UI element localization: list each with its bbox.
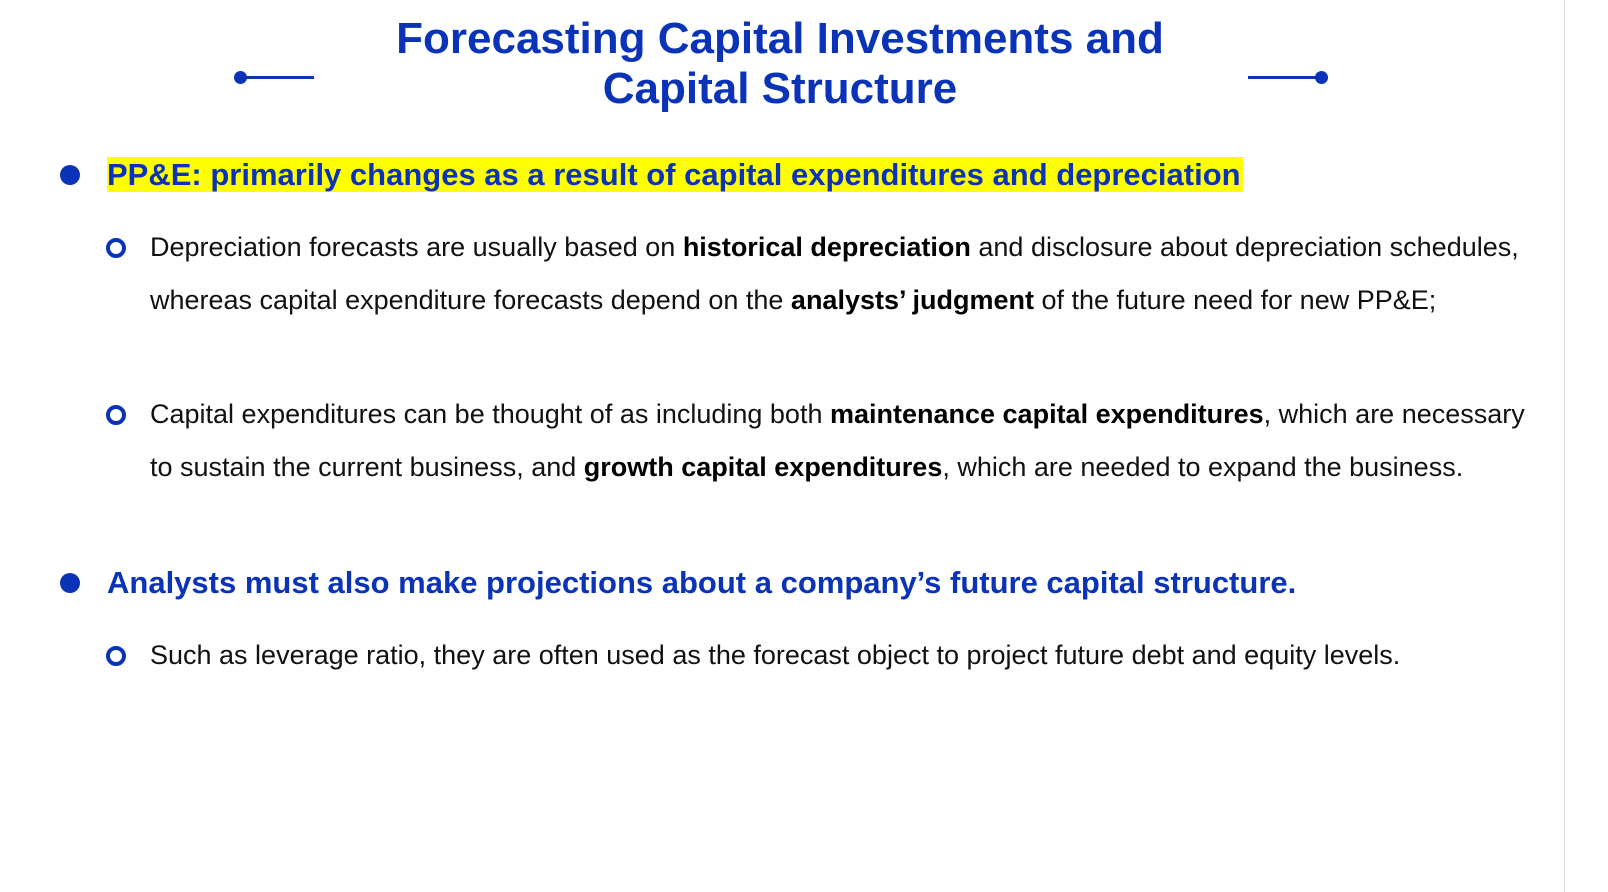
sub-bullet-text: Capital expenditures can be thought of as including both xyxy=(150,399,830,429)
sub-bullet-depreciation xyxy=(150,221,1530,327)
sub-bullet-text: Depreciation forecasts are usually based on xyxy=(150,232,683,262)
title-decoration-left xyxy=(238,76,314,79)
bold-term: analysts’ judgment xyxy=(790,285,1034,315)
sub-bullet-text: , which are needed to expand the business. xyxy=(942,452,1464,482)
sub-bullet-leverage xyxy=(150,629,1530,682)
slide-title-line-1: Forecasting Capital Investments and xyxy=(396,14,1164,63)
slide-title xyxy=(0,14,1560,114)
sub-bullet-capex xyxy=(150,388,1530,494)
ring-bullet-icon xyxy=(106,238,126,258)
bold-term: historical depreciation xyxy=(682,232,971,262)
sub-bullet-text: and disclosure about depreciation schedules, whereas capital expenditure forecasts depend on the xyxy=(150,232,1519,315)
title-decoration-right xyxy=(1248,76,1324,79)
highlighted-text: PP&E: primarily changes as a result of capital expenditures and depreciation xyxy=(107,157,1241,192)
ring-bullet-icon xyxy=(106,405,126,425)
bold-term: maintenance capital expenditures xyxy=(829,399,1264,429)
bullet-heading-ppe xyxy=(107,151,1243,199)
bullet-heading-text: Analysts must also make projections about a company’s future capital structure. xyxy=(107,565,1297,600)
ring-bullet-icon xyxy=(106,646,126,666)
bullet-dot-icon xyxy=(60,165,80,185)
sub-bullet-text: of the future need for new PP&E; xyxy=(1034,285,1437,315)
sub-bullet-text: Such as leverage ratio, they are often used as the forecast object to project future debt and equity levels. xyxy=(150,640,1401,670)
bullet-heading-capital-structure xyxy=(107,559,1296,607)
sub-bullet-text: , which are necessary to sustain the current business, and xyxy=(150,399,1525,482)
slide-title-line-2: Capital Structure xyxy=(602,64,958,113)
bullet-dot-icon xyxy=(60,573,80,593)
window-edge xyxy=(1564,0,1608,892)
bold-term: growth capital expenditures xyxy=(583,452,943,482)
